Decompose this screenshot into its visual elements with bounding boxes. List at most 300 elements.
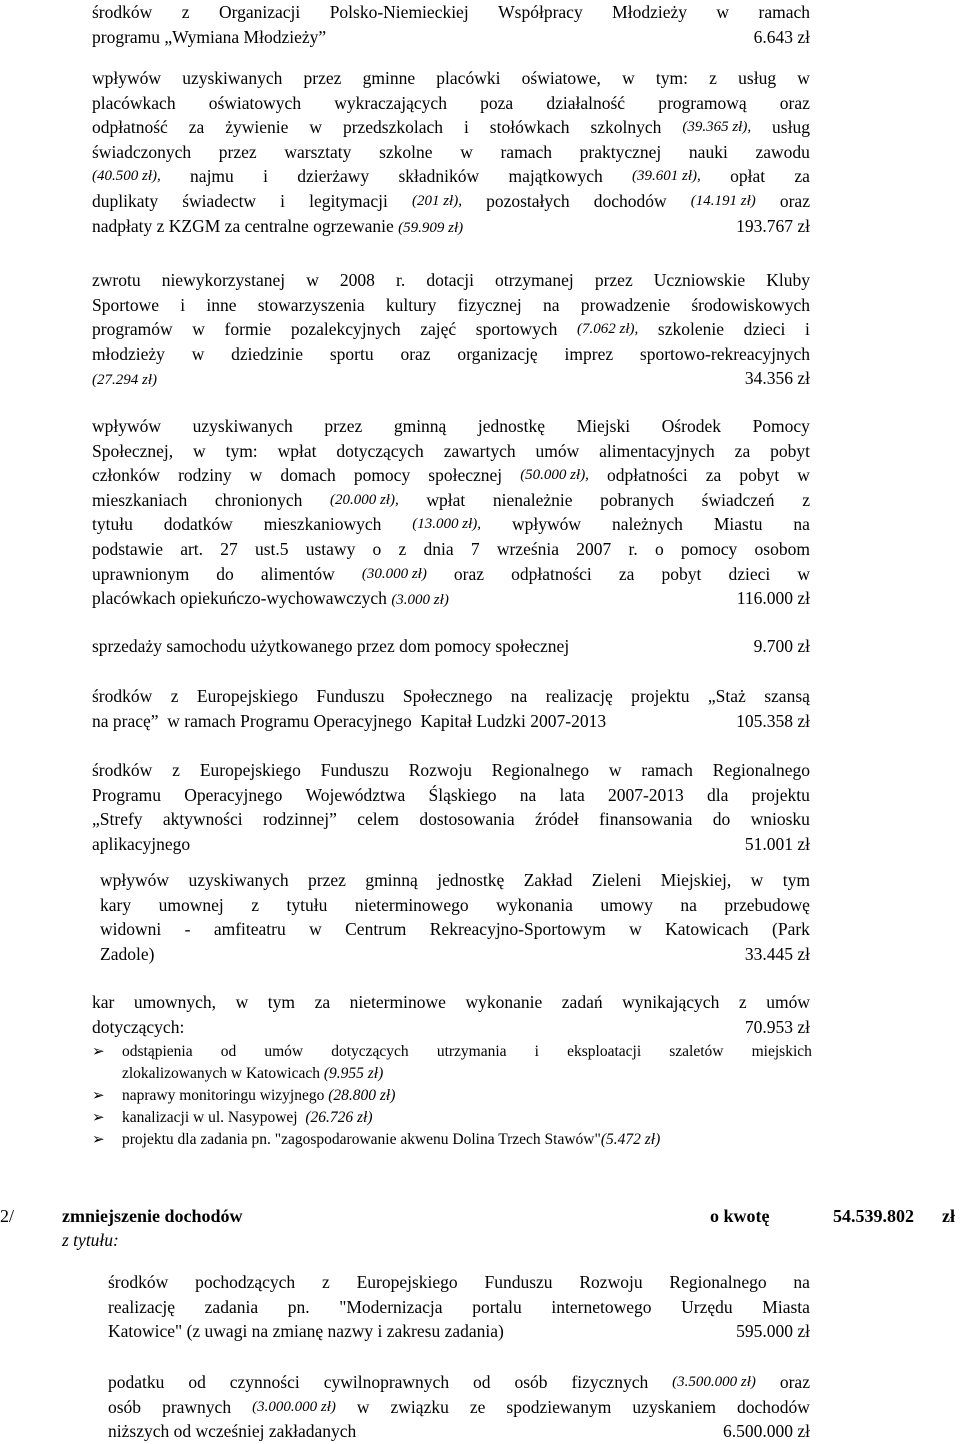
- text-line: [92, 189, 810, 214]
- word: Pomocy: [752, 416, 810, 436]
- word: spodziewanym: [506, 1396, 612, 1417]
- word: Urzędu: [681, 1296, 733, 1317]
- word: (40.500 zł),: [92, 168, 161, 185]
- word: kultury: [385, 294, 437, 315]
- word: Funduszu: [484, 1272, 553, 1292]
- text-line: [92, 342, 810, 367]
- word: umów: [766, 992, 810, 1012]
- word: Europejskiego: [196, 686, 298, 706]
- word: podstawie: [92, 538, 163, 559]
- word: zawartych: [443, 440, 516, 461]
- word: oraz: [779, 190, 810, 211]
- word: realizację: [545, 686, 613, 706]
- item-amount: 34.356 zł: [744, 368, 810, 389]
- text-line: [92, 709, 810, 734]
- item-amount: 51.001 zł: [744, 833, 810, 854]
- text-line: [92, 366, 810, 391]
- word: Rozwoju: [579, 1272, 643, 1292]
- text-run: (59.909 zł): [398, 219, 464, 236]
- word: młodzieży: [92, 343, 165, 364]
- word: z: [802, 489, 810, 510]
- text-line: [92, 268, 810, 293]
- text-line: [92, 0, 810, 25]
- word: należnych: [611, 514, 683, 535]
- word: pobranych: [600, 489, 675, 510]
- word: za: [618, 563, 635, 584]
- word: umowy: [600, 894, 653, 915]
- word: jednostkę: [437, 870, 505, 890]
- word: dzierżawy: [297, 166, 370, 187]
- word: Organizacji: [218, 2, 301, 22]
- word: finansowania: [599, 809, 693, 830]
- word: oświatowe,: [521, 68, 601, 88]
- word: pobyt: [739, 465, 780, 486]
- word: Młodzieży: [612, 2, 687, 22]
- word: portalu: [472, 1296, 522, 1317]
- word: w: [797, 68, 810, 88]
- word: związku: [390, 1396, 449, 1417]
- word: w: [629, 919, 642, 940]
- word: kary: [100, 894, 132, 915]
- word: w: [235, 992, 249, 1012]
- word: gminne: [362, 68, 416, 88]
- word: widowni: [100, 919, 162, 940]
- word: prawnych: [162, 1396, 232, 1417]
- word: ramach: [641, 760, 693, 780]
- word: realizację: [108, 1296, 176, 1317]
- text-line: [92, 1015, 810, 1040]
- word: członków: [92, 465, 161, 486]
- word: świadczeń: [701, 489, 775, 510]
- word: na: [510, 686, 528, 706]
- word: świadczonych: [92, 141, 192, 162]
- word: do: [712, 809, 731, 830]
- word: od: [220, 1043, 237, 1060]
- word: uzyskiwanych: [182, 68, 283, 88]
- text-line: [92, 164, 810, 189]
- word: rodziny: [178, 465, 232, 486]
- word: odpłatność: [92, 117, 168, 138]
- word: (20.000 zł),: [329, 491, 399, 508]
- item-amount: 6.500.000 zł: [722, 1421, 810, 1442]
- word: utrzymania: [436, 1043, 507, 1060]
- item-amount: 6.643 zł: [753, 26, 810, 47]
- word: programów: [92, 319, 173, 340]
- word: art.: [180, 538, 204, 559]
- income-item: [92, 634, 810, 659]
- word: fizycznych: [571, 1372, 649, 1392]
- word: Miastu: [713, 514, 763, 535]
- word: zwrotu: [92, 270, 141, 290]
- word: i: [805, 319, 810, 340]
- word: mieszkaniach: [92, 489, 188, 510]
- word: przez: [218, 141, 257, 162]
- word: stołówkach: [489, 117, 570, 138]
- section-total-currency: zł: [942, 1206, 955, 1226]
- word: (13.000 zł),: [412, 516, 482, 533]
- line-text: na pracę” w ramach Programu Operacyjnego Kapitał Ludzki 2007-2013: [92, 710, 607, 731]
- word: z: [172, 760, 180, 780]
- income-item: [92, 414, 810, 611]
- word: "Modernizacja: [339, 1296, 443, 1317]
- word: Programu: [92, 784, 162, 805]
- word: osób: [108, 1396, 142, 1417]
- word: miejskich: [751, 1043, 812, 1060]
- word: pn.: [287, 1296, 310, 1317]
- word: dotyczących: [331, 1043, 409, 1060]
- arrow-bullet-icon: ➢: [92, 1110, 105, 1126]
- word: formie: [224, 319, 272, 340]
- word: najmu: [190, 166, 234, 187]
- word: wpływów: [100, 870, 170, 890]
- word: w: [797, 465, 810, 486]
- word: duplikaty: [92, 190, 159, 211]
- word: z: [398, 538, 407, 559]
- word: sportowych: [475, 319, 558, 340]
- word: Funduszu: [316, 686, 385, 706]
- word: z: [251, 894, 260, 915]
- text-run: (26.726 zł): [305, 1109, 373, 1126]
- word: Sportowe: [92, 294, 160, 315]
- bullet-text: [122, 1085, 395, 1107]
- word: (50.000 zł),: [520, 467, 589, 484]
- word: Europejskiego: [199, 760, 301, 780]
- word: dotyczących: [336, 440, 424, 461]
- word: i: [263, 166, 268, 187]
- word: Rozwoju: [408, 760, 472, 780]
- word: w: [306, 270, 319, 290]
- word: tytułu: [286, 894, 328, 915]
- income-item: [92, 268, 810, 391]
- word: podatku: [108, 1372, 165, 1392]
- section-title: zmniejszenie dochodów: [62, 1206, 243, 1226]
- word: otrzymanej: [495, 270, 574, 290]
- line-text: [92, 586, 449, 611]
- word: na: [793, 1272, 810, 1292]
- word: Współpracy: [498, 2, 583, 22]
- text-run: kanalizacji w ul. Nasypowej: [122, 1109, 306, 1126]
- word: organizację: [457, 343, 538, 364]
- word: przez: [324, 416, 363, 436]
- word: w: [750, 870, 764, 890]
- word: dotacji: [426, 270, 474, 290]
- word: aktywności: [162, 809, 243, 830]
- word: z: [170, 686, 179, 706]
- word: tym:: [225, 440, 258, 461]
- word: nienależnie: [492, 489, 573, 510]
- word: uzyskiwanych: [192, 416, 293, 436]
- word: działalność: [546, 92, 626, 113]
- word: i: [534, 1043, 539, 1060]
- word: zadania: [204, 1296, 259, 1317]
- text-line: [92, 634, 810, 659]
- word: wykonania: [496, 894, 573, 915]
- text-run: projektu dla zadania pn. "zagospodarowanie akwenu Dolina Trzech Stawów": [122, 1131, 601, 1148]
- word: od: [188, 1372, 206, 1392]
- text-run: nadpłaty z KZGM za centralne ogrzewanie: [92, 215, 399, 236]
- word: i: [180, 294, 186, 315]
- word: „Staż: [707, 686, 746, 706]
- word: nauki: [688, 141, 728, 162]
- word: dzieci: [728, 563, 771, 584]
- word: dla: [706, 784, 729, 805]
- word: w: [192, 319, 205, 340]
- word: eksploatacji: [567, 1043, 642, 1060]
- text-line: [92, 537, 810, 562]
- text-line: [92, 488, 810, 513]
- word: wpływów: [92, 68, 162, 88]
- word: -: [184, 919, 191, 940]
- text-line: [92, 115, 810, 140]
- word: szkolenie: [657, 319, 724, 340]
- word: gminną: [393, 416, 447, 436]
- word: Miejski: [576, 416, 631, 436]
- word: usług: [772, 117, 810, 138]
- word: ustawy: [305, 538, 356, 559]
- text-line: [92, 562, 810, 587]
- word: na: [519, 784, 537, 805]
- text-line: [92, 317, 810, 342]
- bullet-text: [122, 1041, 812, 1063]
- word: (7.062 zł),: [577, 321, 639, 338]
- word: w: [460, 141, 473, 162]
- word: usług: [738, 68, 777, 88]
- word: Zieleni: [591, 870, 642, 890]
- word: legitymacji: [309, 190, 388, 211]
- word: imprez: [564, 343, 614, 364]
- arrow-bullet-icon: ➢: [92, 1088, 105, 1104]
- text-line: [92, 807, 810, 832]
- word: za: [734, 440, 751, 461]
- word: dostosowania: [419, 809, 515, 830]
- word: cywilnoprawnych: [323, 1372, 450, 1392]
- word: wpływów: [92, 416, 162, 436]
- word: lata: [559, 784, 585, 805]
- line-text: dotyczących:: [92, 1016, 185, 1037]
- text-line: [108, 1419, 810, 1444]
- word: za: [794, 166, 810, 187]
- bullet-text: [122, 1129, 660, 1151]
- word: przez: [303, 68, 342, 88]
- line-text: aplikacyjnego: [92, 833, 191, 854]
- word: w: [608, 760, 622, 780]
- word: gminną: [365, 870, 418, 890]
- text-line: [108, 1319, 810, 1344]
- word: dodatków: [163, 514, 233, 535]
- word: Uczniowskie: [653, 270, 746, 290]
- word: za: [314, 992, 331, 1012]
- word: umów: [535, 440, 580, 461]
- word: tym:: [655, 68, 688, 88]
- word: r.: [628, 538, 638, 559]
- word: Regionalnego: [669, 1272, 767, 1292]
- word: sportu: [329, 343, 374, 364]
- word: umów: [264, 1043, 304, 1060]
- word: i: [280, 190, 286, 211]
- word: „Strefy: [92, 809, 143, 830]
- text-run: (9.955 zł): [323, 1065, 384, 1082]
- word: wykonanie: [465, 992, 543, 1012]
- word: wpływów: [511, 514, 582, 535]
- word: odstąpienia: [122, 1043, 193, 1060]
- word: alimentów: [260, 563, 335, 584]
- word: za: [188, 117, 205, 138]
- income-item: [92, 684, 810, 733]
- word: środków: [92, 760, 153, 780]
- word: Polsko-Niemieckiej: [329, 2, 469, 22]
- word: szkolnych: [590, 117, 662, 138]
- word: poza: [480, 92, 514, 113]
- item-amount: 193.767 zł: [736, 215, 810, 236]
- word: Zakład: [523, 870, 573, 890]
- word: 2007: [576, 538, 612, 559]
- word: nieterminowe: [349, 992, 446, 1012]
- word: ze: [469, 1396, 486, 1417]
- word: 2007-2013: [607, 784, 684, 805]
- word: (14.191 zł): [690, 192, 756, 209]
- word: odpłatności: [607, 465, 688, 486]
- word: internetowego: [551, 1296, 652, 1317]
- word: warsztaty: [284, 141, 352, 162]
- word: w: [356, 1396, 370, 1417]
- bullet-line: [92, 1063, 812, 1085]
- text-line: [92, 684, 810, 709]
- word: nieterminowego: [354, 894, 469, 915]
- word: września: [496, 538, 560, 559]
- text-line: [92, 463, 810, 488]
- word: Rekreacyjno-Sportowym: [429, 919, 606, 940]
- word: projektu: [751, 784, 810, 805]
- word: z: [709, 68, 717, 88]
- item-amount: 116.000 zł: [736, 588, 810, 609]
- word: środków: [108, 1272, 169, 1292]
- word: ramach: [758, 2, 810, 22]
- text-line: [92, 25, 810, 50]
- text-line: [92, 758, 810, 783]
- word: tym: [782, 870, 810, 890]
- bullet-line: [92, 1107, 812, 1129]
- line-text: programu „Wymiana Młodzieży”: [92, 26, 327, 47]
- word: niewykorzystanej: [161, 270, 286, 290]
- word: wpłat: [426, 489, 466, 510]
- word: oświatowych: [208, 92, 302, 113]
- word: oraz: [779, 92, 810, 113]
- word: placówki: [436, 68, 501, 88]
- text-line: [92, 783, 810, 808]
- word: stowarzyszenia: [257, 294, 365, 315]
- word: umownych,: [133, 992, 217, 1012]
- bullet-line: [92, 1085, 812, 1107]
- section-total: 54.539.802: [833, 1206, 914, 1226]
- word: amfiteatru: [213, 919, 286, 940]
- word: środowiskowych: [691, 294, 810, 315]
- word: w: [797, 563, 810, 584]
- item-amount: 105.358 zł: [736, 710, 810, 731]
- text-line: [108, 1395, 810, 1420]
- word: na: [793, 514, 810, 535]
- word: źródeł: [534, 809, 579, 830]
- text-line: [100, 868, 810, 893]
- word: (201 zł),: [411, 192, 462, 209]
- word: Miasta: [762, 1296, 810, 1317]
- word: prowadzenie: [580, 294, 671, 315]
- word: pobyt: [770, 440, 810, 461]
- word: Społecznego: [402, 686, 493, 706]
- word: zawodu: [755, 141, 810, 162]
- word: uprawnionym: [92, 563, 190, 584]
- word: odpłatności: [511, 563, 592, 584]
- income-item: [92, 0, 810, 49]
- word: z: [738, 992, 747, 1012]
- line-text: [92, 366, 157, 391]
- word: pozostałych: [486, 190, 570, 211]
- word: dochodów: [737, 1396, 810, 1417]
- word: sportowo-rekreacyjnych: [639, 343, 810, 364]
- text-line: [92, 512, 810, 537]
- word: praktycznej: [579, 141, 662, 162]
- text-run: (27.294 zł): [92, 372, 157, 389]
- item-amount: 9.700 zł: [753, 636, 810, 656]
- word: społecznej: [428, 465, 503, 486]
- text-line: [92, 439, 810, 464]
- text-run: (3.000 zł): [391, 592, 449, 609]
- text-line: [92, 66, 810, 91]
- word: przez: [308, 870, 346, 890]
- word: od: [473, 1372, 491, 1392]
- text-line: [92, 990, 810, 1015]
- word: Regionalnego: [491, 760, 589, 780]
- word: ramach: [500, 141, 552, 162]
- word: świadectw: [182, 190, 257, 211]
- text-line: [92, 140, 810, 165]
- word: rodzinnej”: [262, 809, 337, 830]
- text-line: [108, 1370, 810, 1395]
- word: środków: [92, 686, 153, 706]
- text-line: [92, 414, 810, 439]
- word: na: [680, 894, 697, 915]
- word: dziedzinie: [231, 343, 304, 364]
- text-line: [92, 293, 810, 318]
- word: tym: [267, 992, 296, 1012]
- word: w: [191, 343, 205, 364]
- text-line: [100, 942, 810, 967]
- word: kar: [92, 992, 115, 1012]
- word: w: [716, 2, 730, 22]
- word: szansą: [764, 686, 810, 706]
- word: tytułu: [92, 514, 133, 535]
- text-line: [92, 214, 810, 239]
- word: w: [309, 117, 322, 138]
- word: opłat: [730, 166, 766, 187]
- section-2-header: [0, 1204, 960, 1230]
- word: Śląskiego: [428, 784, 497, 805]
- word: (39.365 zł),: [682, 119, 752, 136]
- word: dochodów: [593, 190, 667, 211]
- bullet-text: [122, 1107, 373, 1129]
- word: oraz: [400, 343, 431, 364]
- line-text: [92, 214, 463, 239]
- word: placówkach: [92, 92, 176, 113]
- text-line: [92, 832, 810, 857]
- word: wynikających: [622, 992, 720, 1012]
- word: pomocy: [680, 538, 738, 559]
- line-text: niższych od wcześniej zakładanych: [108, 1421, 357, 1442]
- penalty-bullet-list: [92, 1041, 812, 1151]
- word: jednostkę: [477, 416, 545, 436]
- word: celem: [357, 809, 399, 830]
- text-line: [108, 1270, 810, 1295]
- word: przez: [594, 270, 633, 290]
